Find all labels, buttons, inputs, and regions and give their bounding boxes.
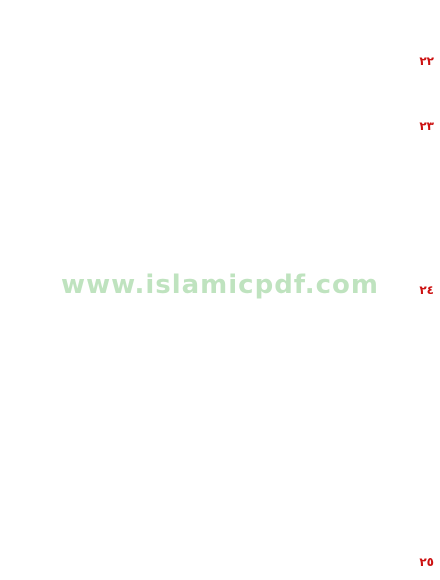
website-watermark: www.islamicpdf.com (61, 270, 379, 300)
text-line (4, 136, 436, 152)
text-line (4, 354, 436, 370)
reference-number: ٢٢ (419, 54, 434, 68)
text-line (4, 264, 436, 280)
text-line (4, 208, 436, 224)
text-line (4, 118, 436, 134)
reference-number: ٢٤ (419, 283, 434, 297)
text-line (4, 426, 436, 442)
text-line (4, 498, 436, 514)
text-line (4, 100, 436, 116)
text-line (4, 53, 436, 69)
text-line (4, 2, 436, 18)
text-line (4, 190, 436, 206)
text-line (4, 282, 436, 298)
text-line (4, 318, 436, 334)
text-line (4, 300, 436, 316)
text-line (4, 36, 436, 52)
text-line (4, 19, 436, 35)
text-line (4, 226, 436, 242)
reference-number: ٢٥ (419, 557, 434, 568)
text-line (4, 390, 436, 406)
reference-number: ٢٣ (419, 119, 434, 133)
text-line (4, 372, 436, 388)
text-line (4, 154, 436, 170)
text-line (4, 462, 436, 478)
text-line (4, 172, 436, 188)
text-line (4, 557, 436, 568)
text-line (4, 444, 436, 460)
text-line (4, 546, 436, 557)
text-line (4, 568, 436, 579)
text-line (4, 480, 436, 496)
text-line (4, 336, 436, 352)
